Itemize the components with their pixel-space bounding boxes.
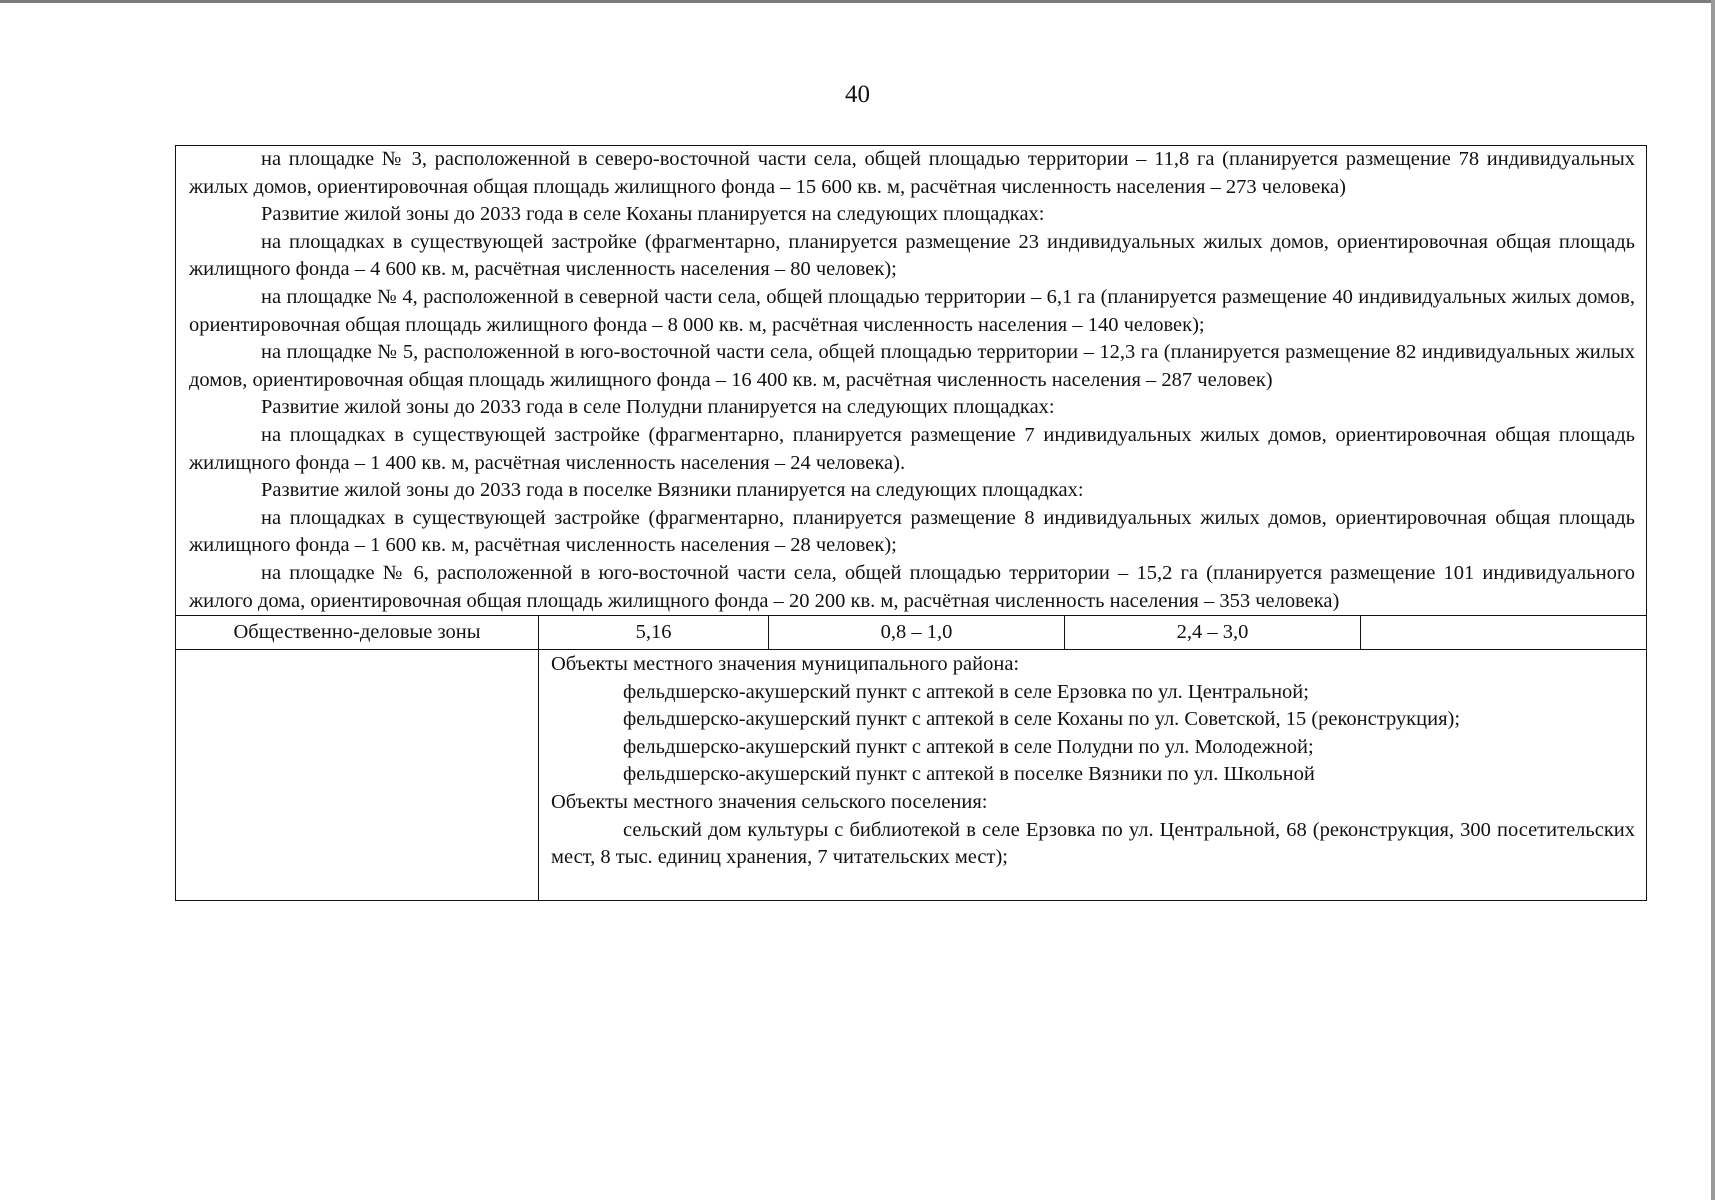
residential-text-row — [176, 146, 1647, 616]
municipal-item: фельдшерско-акушерский пункт с аптекой в селе Полудни по ул. Молодежной; — [623, 735, 1314, 758]
paragraph: на площадке № 5, расположенной в юго-восточной части села, общей площадью территории – 12,3 га (планируется размещение 82 индивидуальных жилых домов, ориентировочная общая площадь жилищного фонда – 16 400 кв. м, расчётная численность населения – 287 человек) — [189, 341, 1636, 391]
paragraph: Развитие жилой зоны до 2033 года в селе Коханы планируется на следующих площадках: — [261, 203, 1045, 226]
zone-area-cell: 5,16 — [539, 616, 769, 650]
rural-heading: Объекты местного значения сельского поселения: — [551, 791, 988, 814]
empty-cell — [176, 650, 539, 901]
zone-value-1-cell: 0,8 – 1,0 — [769, 616, 1065, 650]
municipal-item: фельдшерско-акушерский пункт с аптекой в поселке Вязники по ул. Школьной — [623, 763, 1315, 786]
paragraph: Развитие жилой зоны до 2033 года в селе Полудни планируется на следующих площадках: — [261, 396, 1055, 419]
page-number: 40 — [845, 81, 870, 108]
paragraph: на площадках в существующей застройке (фрагментарно, планируется размещение 23 индивидуальных жилых домов, ориентировочная общая площадь жилищного фонда – 4 600 кв. м, расчётная численность населения – 80 человек); — [189, 230, 1636, 281]
scan-border-top — [0, 0, 1715, 3]
paragraph: на площадках в существующей застройке (фрагментарно, планируется размещение 8 индивидуальных жилых домов, ориентировочная общая площадь жилищного фонда – 1 600 кв. м, расчётная численность населения – 28 человек); — [189, 506, 1636, 557]
zone-row — [176, 616, 1647, 650]
rural-item: сельский дом культуры с библиотекой в селе Ерзовка по ул. Центральной, 68 (реконструкция, 300 посетительских мест, 8 тыс. единиц хранения, 7 читательских мест); — [551, 818, 1636, 869]
municipal-item: фельдшерско-акушерский пункт с аптекой в селе Ерзовка по ул. Центральной; — [623, 680, 1309, 703]
scan-border-right — [1711, 0, 1715, 1200]
paragraph: Развитие жилой зоны до 2033 года в поселке Вязники планируется на следующих площадках: — [261, 479, 1084, 502]
municipal-heading: Объекты местного значения муниципального района: — [551, 653, 1020, 676]
paragraph: на площадках в существующей застройке (фрагментарно, планируется размещение 7 индивидуальных жилых домов, ориентировочная общая площадь жилищного фонда – 1 400 кв. м, расчётная численность населения – 24 человека). — [189, 423, 1636, 474]
zone-name-cell: Общественно-деловые зоны — [176, 616, 539, 650]
paragraph: на площадке № 3, расположенной в северо-восточной части села, общей площадью территории – 11,8 га (планируется размещение 78 индивидуальных жилых домов, ориентировочная общая площадь жилищного фонда – 15 600 кв. м, расчётная численность населения – 273 человека) — [189, 148, 1636, 198]
paragraph: на площадке № 6, расположенной в юго-восточной части села, общей площадью территории – 15,2 га (планируется размещение 101 индивидуального жилого дома, ориентировочная общая площадь жилищного фонда – 20 200 кв. м, расчётная численность населения – 353 человека) — [189, 561, 1636, 612]
zone-value-2-cell: 2,4 – 3,0 — [1065, 616, 1361, 650]
municipal-item: фельдшерско-акушерский пункт с аптекой в селе Коханы по ул. Советской, 15 (реконструкция); — [623, 708, 1461, 731]
objects-row — [176, 650, 1647, 901]
objects-cell — [539, 650, 1647, 901]
zone-value-3-cell — [1361, 616, 1647, 650]
paragraph: на площадке № 4, расположенной в северной части села, общей площадью территории – 6,1 га (планируется размещение 40 индивидуальных жилых домов, ориентировочная общая площадь жилищного фонда – 8 000 кв. м, расчётная численность населения – 140 человек); — [189, 285, 1636, 336]
residential-text-cell — [176, 146, 1647, 616]
planning-table — [175, 145, 1647, 901]
